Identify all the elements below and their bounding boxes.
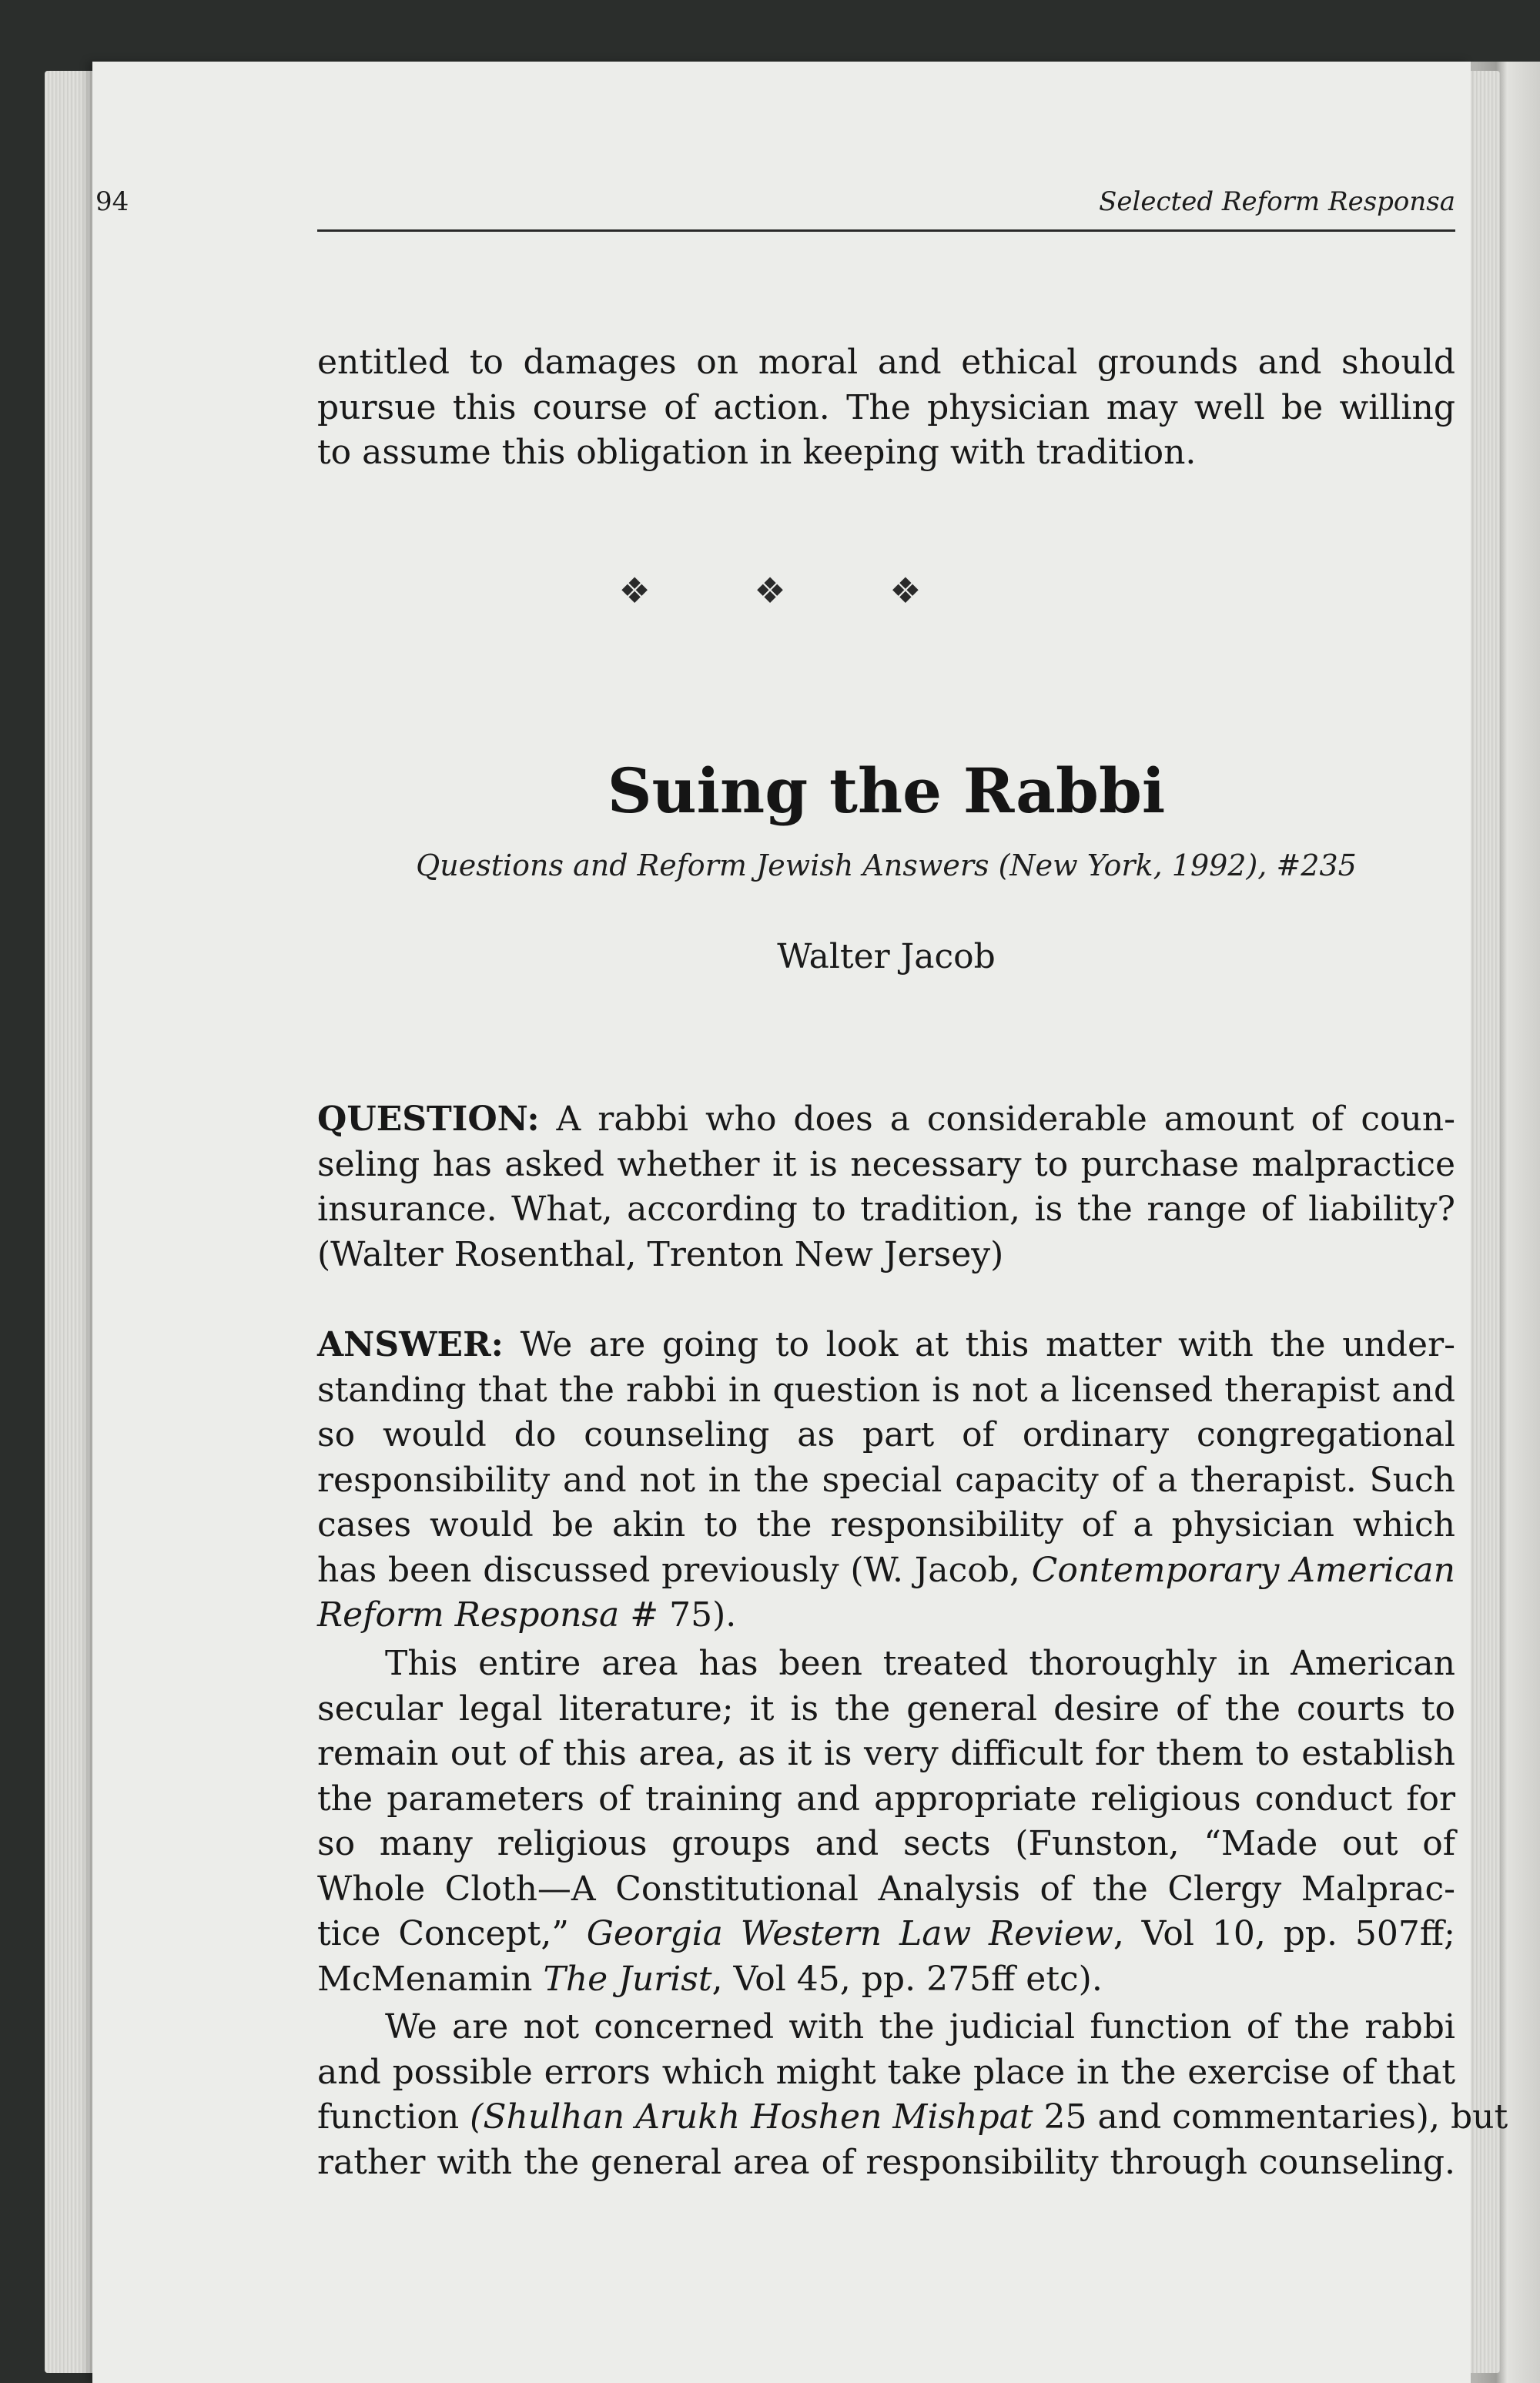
text-line <box>317 1957 1455 2003</box>
question-paragraph <box>317 1097 1455 1277</box>
paragraph-judicial-function <box>317 2005 1508 2185</box>
text-line <box>317 1593 1455 1638</box>
continuation-paragraph <box>317 340 1455 476</box>
text-line: insurance. What, according to tradition, is the range of liability? <box>317 1190 1455 1229</box>
text-line <box>317 2095 1508 2140</box>
citation-title: The Jurist <box>543 1959 712 1999</box>
page-number: 94 <box>95 186 129 217</box>
text-line: entitled to damages on moral and ethical grounds and should <box>317 343 1455 382</box>
text-line: We are not concerned with the judicial function of the rabbi <box>385 2007 1455 2047</box>
text-line: and possible errors which might take place in the exercise of that <box>317 2052 1455 2092</box>
article-title: Suing the Rabbi <box>607 755 1166 827</box>
text-line <box>317 1323 1455 1368</box>
text-line: rather with the general area of responsibility through counseling. <box>317 2142 1455 2182</box>
text-line: the parameters of training and appropriate religious conduct for <box>317 1779 1455 1819</box>
text-line: to assume this obligation in keeping with tradition. <box>317 433 1197 472</box>
article-author: Walter Jacob <box>777 937 996 976</box>
text-line: pursue this course of action. The physician may well be willing <box>317 387 1455 427</box>
answer-paragraph <box>317 1323 1455 1638</box>
text-line: This entire area has been treated thoroughly in American <box>385 1644 1455 1683</box>
citation-title: (Shulhan Arukh Hoshen Mishpat <box>470 2097 1033 2137</box>
citation-title: Reform Responsa <box>317 1595 620 1635</box>
paragraph-legal-literature <box>317 1642 1455 2002</box>
article-source: Questions and Reform Jewish Answers (New York, 1992), #235 <box>416 848 1357 882</box>
question-label: QUESTION: <box>317 1099 540 1139</box>
text-line: secular legal literature; it is the general desire of the courts to <box>317 1689 1455 1729</box>
text-line <box>317 1097 1455 1143</box>
text-span: tice Concept,” <box>317 1914 587 1953</box>
text-line: Whole Cloth—A Constitutional Analysis of the Clergy Malprac- <box>317 1869 1455 1909</box>
text-line: (Walter Rosenthal, Trenton New Jersey) <box>317 1234 1004 1274</box>
text-line <box>317 1912 1455 1957</box>
text-line: so many religious groups and sects (Funston, “Made out of <box>317 1824 1455 1863</box>
text-span: We are going to look at this matter with the under- <box>503 1325 1455 1364</box>
citation-title: Contemporary American <box>1031 1550 1455 1590</box>
citation-title: Georgia Western Law Review <box>586 1914 1113 1953</box>
text-span: McMenamin <box>317 1959 544 1999</box>
text-span: # 75). <box>619 1595 737 1635</box>
text-line: seling has asked whether it is necessary to purchase malpractice <box>317 1144 1455 1184</box>
text-span: , Vol 45, pp. 275ff etc). <box>711 1959 1103 1999</box>
text-line <box>317 1548 1455 1594</box>
text-line: cases would be akin to the responsibility of a physician which <box>317 1505 1455 1545</box>
running-title: Selected Reform Responsa <box>1099 186 1455 217</box>
text-line: standing that the rabbi in question is not a licensed therapist and <box>317 1370 1455 1410</box>
section-separator: ❖ ❖ ❖ <box>618 570 968 611</box>
text-line: so would do counseling as part of ordinary congregational <box>317 1415 1455 1454</box>
text-span: , Vol 10, pp. 507ff; <box>1113 1914 1455 1953</box>
running-header <box>317 186 1455 232</box>
text-line: remain out of this area, as it is very difficult for them to establish <box>317 1734 1455 1773</box>
text-span: has been discussed previously (W. Jacob, <box>317 1550 1032 1590</box>
text-span: A rabbi who does a considerable amount of coun- <box>539 1099 1455 1139</box>
text-span: function <box>317 2097 470 2137</box>
text-span: 25 and commentaries), but <box>1033 2097 1508 2137</box>
answer-label: ANSWER: <box>317 1325 504 1364</box>
text-line: responsibility and not in the special capacity of a therapist. Such <box>317 1460 1455 1500</box>
